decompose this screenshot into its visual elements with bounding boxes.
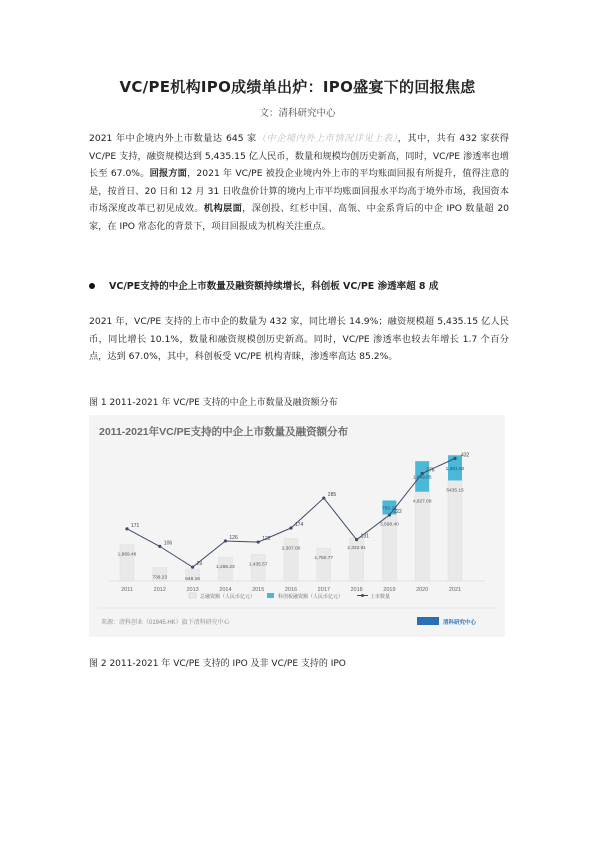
intro-text-1: 2021 年中企境内外上市数量达 645 家 xyxy=(89,133,257,144)
brand-name: 清科研究中心 xyxy=(443,620,477,626)
brand-logo xyxy=(417,617,477,626)
bar-value-label: 5435.15 xyxy=(446,488,464,494)
line-point-2011 xyxy=(125,527,128,530)
kc-value-label: 756.21 xyxy=(382,506,397,512)
line-point-2012 xyxy=(158,545,161,548)
bars-layer xyxy=(109,455,485,582)
intro-text-2: ，其中，共有 432 家获得 VC/PE 支持，融资规模达到 5,435.15 亿人民币，数量和规模均创历史新高，同时，VC/PE 渗透率也增长至 67.0%。 xyxy=(89,133,509,179)
x-tick-label: 2015 xyxy=(252,587,265,593)
x-tick-label: 2019 xyxy=(383,587,396,593)
line-point-2014 xyxy=(224,539,227,542)
line-value-label: 432 xyxy=(461,452,470,459)
bar-value-label: 1,969.48 xyxy=(117,552,137,558)
bar-value-label: 2,307.00 xyxy=(281,546,301,552)
x-tick-label: 2011 xyxy=(121,587,133,593)
brand-logo-mark-icon xyxy=(417,617,439,625)
line-value-label: 106 xyxy=(163,540,173,547)
intro-bold-returns: 回报方面 xyxy=(149,168,188,179)
bar-value-label: 4,827.08 xyxy=(412,499,432,505)
line-point-2021 xyxy=(453,457,456,460)
bar-total-2016 xyxy=(284,538,298,581)
bar-value-label: 648.16 xyxy=(185,577,200,583)
chart-title: 2011-2021年VC/PE支持的中企上市数量及融资额分布 xyxy=(99,426,349,438)
line-value-label: 376 xyxy=(426,467,435,474)
figure-1-caption: 图 1 2011-2021 年 VC/PE 支持的中企上市数量及融资额分布 xyxy=(89,398,338,408)
bar-value-label: 1,286.23 xyxy=(216,565,235,571)
bullet-heading xyxy=(89,278,509,292)
legend-label-1: 科创板融资额（人民币亿元） xyxy=(278,594,344,600)
legend-swatch-dot xyxy=(361,594,364,597)
legend-swatch-0 xyxy=(189,593,196,598)
x-tick-labels xyxy=(121,587,461,593)
chart-svg xyxy=(89,415,505,637)
legend-swatch-1 xyxy=(267,593,274,598)
bar-total-2011 xyxy=(120,545,134,581)
bar-value-label: 2,332.91 xyxy=(347,545,366,551)
x-tick-label: 2021 xyxy=(448,587,462,593)
line-value-label: 174 xyxy=(295,522,304,529)
kc-value-label: 1,649.65 xyxy=(412,475,432,481)
body-paragraph: 2021 年，VC/PE 支持的上市中企的数量为 432 家，同比增长 14.9%；融资规模超 5,435.15 亿人民币，同比增长 10.1%，数量和融资规模创历史新高。同时，VC/PE 渗透率也较去年增长 1.7 个百分点，达到 67.0%，其中，科创板受 VC/PE 机构青睐，渗透率高达 85.2%。 xyxy=(89,316,509,362)
x-tick-label: 2012 xyxy=(153,587,166,593)
line-value-label: 171 xyxy=(131,522,140,529)
bar-value-label: 3,598.40 xyxy=(380,522,399,528)
x-tick-label: 2017 xyxy=(317,587,330,593)
intro-text-4: ，深创投、红杉中国、高瓴、中金系背后的中企 IPO 数量超 20 家，在 IPO 常态化的背景下，项目回报成为机构关注重点。 xyxy=(89,203,510,232)
line-value-label: 285 xyxy=(327,492,337,499)
bullet-dot-icon xyxy=(89,283,95,289)
line-value-label: 29 xyxy=(196,561,203,568)
bar-value-label: 1,782.77 xyxy=(314,556,334,562)
x-tick-label: 2016 xyxy=(284,587,298,593)
chart-source: 来源：清科创业（01945.HK）旗下清科研究中心 xyxy=(101,620,230,626)
line-point-2015 xyxy=(257,540,260,543)
intro-bold-institutions: 机构层面 xyxy=(203,203,243,214)
bar-total-2017 xyxy=(317,548,331,581)
x-tick-label: 2018 xyxy=(350,587,363,593)
bar-total-2015 xyxy=(251,554,265,581)
x-tick-label: 2013 xyxy=(186,587,199,593)
line-value-label: 222 xyxy=(393,509,402,516)
line-value-label: 126 xyxy=(229,534,238,541)
line-point-2016 xyxy=(289,526,292,529)
intro-note: （中企境内外上市情况详见上表） xyxy=(256,133,398,144)
x-tick-label: 2014 xyxy=(219,587,232,593)
line-point-2017 xyxy=(322,496,325,499)
intro-text-3: ，2021 年 VC/PE 被投企业境内外上市的平均账面回报有所提升，值得注意的是，按首日、20 日和 12 月 31 日收盘价计算的境内上市平均账面回报水平均高于境外市场，我国资本市场深度改革已初见成效。 xyxy=(89,168,510,214)
figure-2-caption: 图 2 2011-2021 年 VC/PE 支持的 IPO 及非 VC/PE 支持的 IPO xyxy=(89,659,346,669)
bar-value-label: 739.23 xyxy=(152,575,168,581)
line-point-2018 xyxy=(355,538,358,541)
bar-total-2018 xyxy=(350,538,364,581)
line-value-label: 122 xyxy=(262,536,271,543)
kc-value-label: 1,361.92 xyxy=(445,466,465,472)
bar-value-label: 1,435.57 xyxy=(248,562,268,568)
document-title: VC/PE机构IPO成绩单出炉：IPO盛宴下的回报焦虑 xyxy=(119,78,476,96)
author-line: 文：清科研究中心 xyxy=(259,108,336,119)
legend-label-0: 总融资额（人民币亿元） xyxy=(200,594,256,600)
intro-paragraph xyxy=(89,130,509,235)
bullet-heading-text: VC/PE支持的中企上市数量及融资额持续增长，科创板 VC/PE 渗透率超 8 成 xyxy=(109,281,439,292)
bar-total-2020 xyxy=(415,492,429,581)
legend-label-2: 上市数量 xyxy=(370,594,391,600)
line-point-2020 xyxy=(421,472,424,475)
bar-total-2021 xyxy=(448,480,462,581)
figure-1-chart xyxy=(89,415,505,637)
line-value-label: 131 xyxy=(360,533,369,540)
chart-legend xyxy=(189,593,390,600)
line-point-2019 xyxy=(388,513,391,516)
line-point-2013 xyxy=(191,566,194,569)
x-tick-label: 2020 xyxy=(416,587,429,593)
